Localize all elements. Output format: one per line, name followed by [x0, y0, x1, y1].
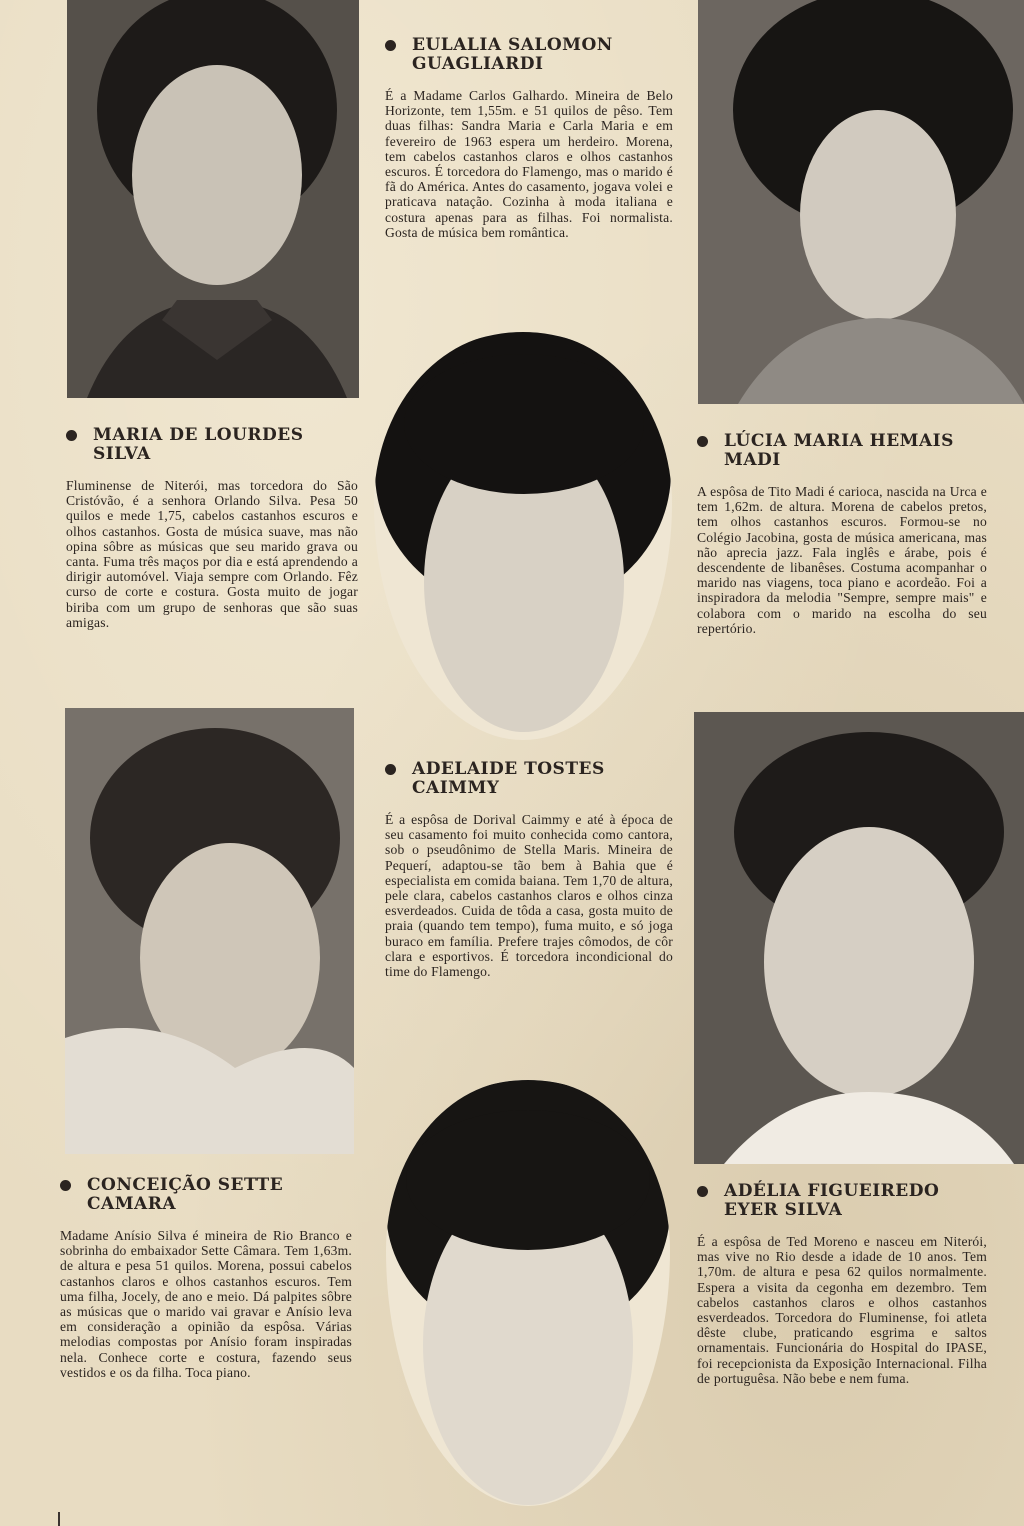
profile-bio: A espôsa de Tito Madi é carioca, nascida na Urca e tem 1,62m. de altura. Morena de cabelos pretos, tem olhos castanhos escuros. Formou-se no Colégio Jacobina, gosta de música americana, mas não aprecia jazz. Fala inglês e árabe, pois é descendente de libanêses. Costuma acompanhar o marido nas viagens, toca piano e acordeão. Foi a inspiradora da melodia "Sempre, sempre mais" e colabora com o marido na escolha do seu repertório. — [697, 484, 987, 636]
bullet-icon — [60, 1180, 71, 1191]
bullet-icon — [66, 430, 77, 441]
corner-mark — [58, 1512, 60, 1526]
profile-bio: Madame Anísio Silva é mineira de Rio Branco e sobrinha do embaixador Sette Câmara. Tem 1,63m. de altura e pesa 51 quilos. Morena, possui cabelos castanhos claros e olhos castanhos escuros. Tem uma filha, Jocely, de ano e meio. Dá palpites sôbre as músicas que o marido vai gravar e Anísio leva em consideração a opinião da espôsa. Várias melodias compostas por Anísio foram inspiradas nela. Conhece corte e costura, fazendo seus vestidos e os da filha. Toca piano. — [60, 1228, 352, 1380]
bullet-icon — [385, 40, 396, 51]
bio-heading — [66, 426, 358, 464]
profile-bio: Fluminense de Niterói, mas torcedora do São Cristóvão, é a senhora Orlando Silva. Pesa 50 quilos e mede 1,75, cabelos castanhos escuros e olhos castanhos. Gosta de música suave, mas não opina sôbre as músicas que seu marido grava ou canta. Fuma três maços por dia e está aprendendo a dirigir automóvel. Viaja sempre com Orlando. Fêz curso de corte e costura. Gosta muito de jogar biriba com um grupo de senhoras que são suas amigas. — [66, 478, 358, 630]
photo-adelia — [694, 712, 1024, 1164]
profile-bio: É a espôsa de Dorival Caimmy e até à época de seu casamento foi muito conhecida como cantora, sob o pseudônimo de Stella Maris. Mineira de Pequerí, adaptou-se tão bem à Bahia que é especialista em comida baiana. Tem 1,70 de altura, pele clara, cabelos castanhos claros e olhos cinza esverdeados. Cuida de tôda a casa, gosta muito de praia (quando tem tempo), fuma muito, e só joga buraco em família. Prefere trajes cômodos, de côr clara e esportivos. É torcedora incondicional do time do Flamengo. — [385, 812, 673, 980]
profile-name: ADÉLIA FIGUEIREDO EYER SILVA — [724, 1181, 940, 1220]
photo-conceicao — [65, 708, 354, 1154]
photo-maria-de-lourdes — [67, 0, 359, 398]
bullet-icon — [385, 764, 396, 775]
bio-heading — [697, 1182, 987, 1220]
bio-adelia — [697, 1182, 987, 1386]
photo-adelaide — [374, 332, 672, 740]
profile-name: EULALIA SALOMON GUAGLIARDI — [412, 35, 613, 74]
bullet-icon — [697, 1186, 708, 1197]
profile-bio: É a Madame Carlos Galhardo. Mineira de Belo Horizonte, tem 1,55m. e 51 quilos de pêso. Tem duas filhas: Sandra Maria e Carla Maria e em fevereiro de 1963 espera um herdeiro. Morena, tem cabelos castanhos claros e olhos castanhos escuros. É torcedora do Flamengo, mas o marido é fã do América. Antes do casamento, jogava volei e praticava natação. Cozinha à moda italiana e costura apenas para as filhas. Foi normalista. Gosta de música bem romântica. — [385, 88, 673, 240]
photo-eulalia — [386, 1080, 670, 1506]
bio-heading — [60, 1176, 352, 1214]
profile-name: ADELAIDE TOSTES CAIMMY — [412, 759, 605, 798]
bio-eulalia — [385, 36, 673, 240]
bio-adelaide — [385, 760, 673, 979]
photo-lucia-maria — [698, 0, 1024, 404]
bio-heading — [385, 760, 673, 798]
bio-heading — [385, 36, 673, 74]
profile-name: LÚCIA MARIA HEMAIS MADI — [724, 431, 954, 470]
bio-conceicao — [60, 1176, 352, 1380]
profile-name: MARIA DE LOURDES SILVA — [93, 425, 304, 464]
bio-heading — [697, 432, 987, 470]
bio-maria-de-lourdes — [66, 426, 358, 630]
profile-bio: É a espôsa de Ted Moreno e nasceu em Niterói, mas vive no Rio desde a idade de 10 anos. Tem 1,70m. de altura e pesa 62 quilos normalmente. Espera a visita da cegonha em dezembro. Tem cabelos castanhos claros e olhos castanhos esverdeados. Torcedora do Fluminense, foi atleta dêste clube, praticando esgrima e saltos ornamentais. Funcionária do Hospital do IPASE, foi recepcionista da Exposição Internacional. Filha de portuguêsa. Não bebe e nem fuma. — [697, 1234, 987, 1386]
bio-lucia-maria — [697, 432, 987, 636]
profile-name: CONCEIÇÃO SETTE CAMARA — [87, 1175, 284, 1214]
bullet-icon — [697, 436, 708, 447]
